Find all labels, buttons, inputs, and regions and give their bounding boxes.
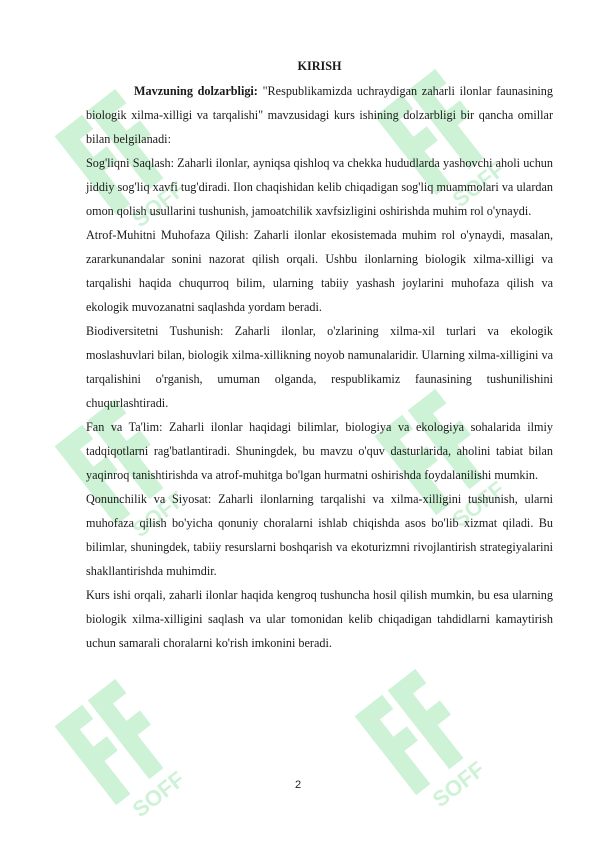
intro-paragraph: [86, 79, 553, 151]
document-body: [86, 57, 553, 655]
svg-text:SOFF: SOFF: [447, 156, 510, 213]
watermark-logo-icon: [27, 649, 214, 841]
paragraph-conclusion: Kurs ishi orqali, zaharli ilonlar haqida kengroq tushuncha hosil qilish mumkin, bu esa ularning biologik xilma-xilligini saqlash va ular tomonidan kelib chiqadigan tahdidlarni kamaytirish uchun samarali choralarni ko'rish imkonini beradi.: [86, 588, 553, 650]
paragraph-legislation: Qonunchilik va Siyosat: Zaharli ilonlarning tarqalishi va xilma-xilligini tushunish, ularni muhofaza qilish bo'yicha qonuniy choralarni ishlab chiqishda asos bo'lib xizmat qiladi. Bu bilimlar, shuningdek, tabiiy resurslarni boshqarish va ekoturizmni rivojlantirish strategiyalarini shakllantirishda muhimdir.: [86, 492, 553, 578]
intro-lead: Mavzuning dolzarbligi:: [134, 84, 258, 98]
svg-text:SOFF: SOFF: [127, 486, 190, 543]
paragraph-environment: Atrof-Muhitni Muhofaza Qilish: Zaharli ilonlar ekosistemada muhim rol o'ynaydi, masalan, zararkunandalar sonini nazorat qilish orqali. Ushbu ilonlarning biologik xilma-xilligi va tarqalishi haqida chuqurroq bilim, ularning tabiiy yashash joylarini muhofaza qilish va ekologik muvozanatni saqlashda yordam beradi.: [86, 228, 553, 314]
paragraph-science: Fan va Ta'lim: Zaharli ilonlar haqidagi bilimlar, biologiya va ekologiya sohalarida ilmiy tadqiqotlarni rag'batlantiradi. Shuningdek, bu mavzu o'quv dasturlarida, aholini tabiat bilan yaqinroq tanishtirishda va atrof-muhitga bo'lgan hurmatni oshirishda foydalanilishi mumkin.: [86, 420, 553, 482]
page-title: KIRISH: [297, 59, 342, 73]
paragraph-biodiversity: Biodiversitetni Tushunish: Zaharli ilonlar, o'zlarining xilma-xil turlari va ekologik moslashuvlari bilan, biologik xilma-xillikning noyob namunalaridir. Ularning xilma-xilligini va tarqalishini o'rganish, umuman olganda, respublikamiz faunasining tushunilishini chuqurlashtiradi.: [86, 324, 553, 410]
svg-text:SOFF: SOFF: [447, 476, 510, 533]
svg-text:SOFF: SOFF: [127, 176, 190, 233]
svg-text:SOFF: SOFF: [427, 756, 490, 813]
page-number: 2: [294, 779, 302, 791]
paragraph-health: Sog'liqni Saqlash: Zaharli ilonlar, ayniqsa qishloq va chekka hududlarda yashovchi aholi uchun jiddiy sog'liq xavfi tug'diradi. Ilon chaqishidan kelib chiqadigan sog'liq muammolari va ulardan omon qolish usullarini tushunish, jamoatchilik xavfsizligini oshirishda muhim rol o'ynaydi.: [86, 156, 553, 218]
intro-text: "Respublikamizda uchraydigan zaharli ilonlar faunasining biologik xilma-xilligi va tarqalishi" mavzusidagi kurs ishining dolzarbligi bir qancha omillar bilan belgilanadi:: [86, 84, 553, 146]
svg-text:SOFF: SOFF: [127, 766, 190, 823]
watermark-logo-icon: [327, 639, 514, 831]
